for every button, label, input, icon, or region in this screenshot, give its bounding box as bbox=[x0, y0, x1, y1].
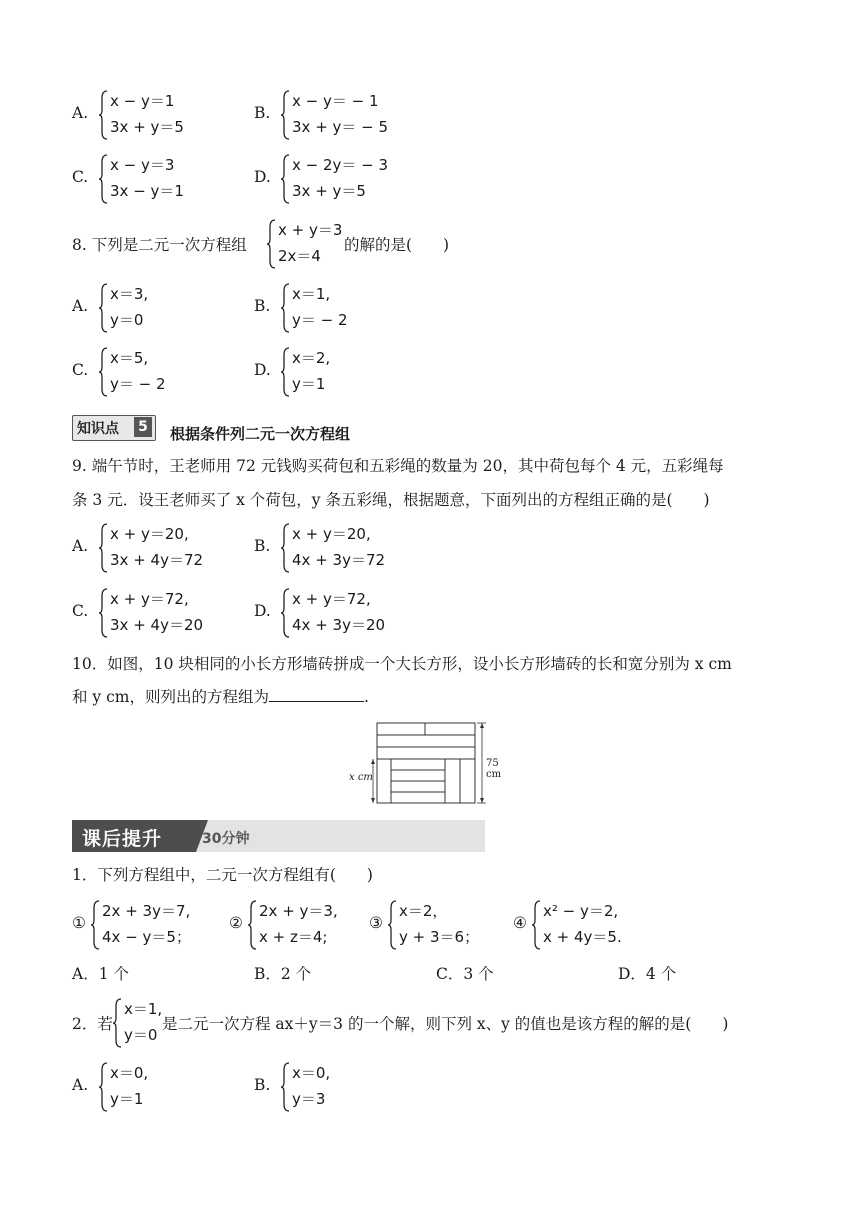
option-label: A. bbox=[72, 1076, 89, 1094]
brace-icon bbox=[280, 588, 290, 638]
equation-2: 3x + y＝ − 5 bbox=[292, 118, 389, 136]
equation-1: x＝5, bbox=[110, 349, 149, 367]
equation-1: x＝1, bbox=[292, 285, 331, 303]
q10-line-2-text: 和 y cm，则列出的方程组为 bbox=[72, 688, 269, 706]
section-title: 课后提升 bbox=[82, 828, 163, 850]
option-label: C. bbox=[72, 602, 89, 620]
option-label: A. bbox=[72, 104, 89, 122]
option-label: D. bbox=[254, 361, 271, 379]
brick-figure bbox=[345, 718, 515, 806]
option-label: A. bbox=[72, 297, 89, 315]
brace-icon bbox=[280, 154, 290, 204]
h2-prefix: 2．若 bbox=[72, 1015, 113, 1033]
option-label: B. bbox=[254, 1076, 271, 1094]
figure-label-75: 75 cm bbox=[486, 758, 502, 780]
option-label: C. bbox=[72, 361, 89, 379]
brace-icon bbox=[280, 283, 290, 333]
equation-2: 4x + 3y＝20 bbox=[292, 616, 386, 634]
equation-1: x − y＝3 bbox=[110, 156, 175, 174]
brace-icon bbox=[98, 283, 108, 333]
q10-line-2-end: . bbox=[364, 688, 369, 706]
section-header bbox=[72, 820, 485, 852]
equation-2: 3x + y＝5 bbox=[292, 182, 366, 200]
brace-icon bbox=[98, 588, 108, 638]
answer-blank bbox=[269, 687, 364, 702]
equation-2: 3x + 4y＝20 bbox=[110, 616, 204, 634]
system-mark: ① bbox=[72, 914, 86, 932]
h1-choice-c: C．3 个 bbox=[436, 965, 494, 983]
option-label: D. bbox=[254, 602, 271, 620]
equation-2: y＝0 bbox=[110, 311, 144, 329]
brace-icon bbox=[112, 998, 122, 1048]
q9-line-1: 9. 端午节时，王老师用 72 元钱购买荷包和五彩绳的数量为 20，其中荷包每个 4 元，五彩绳每 bbox=[72, 457, 724, 475]
equation-2: 3x − y＝1 bbox=[110, 182, 184, 200]
brace-icon bbox=[98, 90, 108, 140]
brace-icon bbox=[90, 900, 100, 950]
brace-icon bbox=[98, 523, 108, 573]
q8-stem bbox=[72, 216, 572, 272]
brace-icon bbox=[98, 154, 108, 204]
knowledge-point-tag: 知识点 bbox=[77, 421, 119, 437]
h1-choice-b: B．2 个 bbox=[254, 965, 312, 983]
knowledge-point-title: 根据条件列二元一次方程组 bbox=[170, 425, 351, 443]
h2-suffix: 是二元一次方程 ax＋y＝3 的一个解，则下列 x、y 的值也是该方程的解的是( ) bbox=[162, 1015, 729, 1033]
equation-2: 3x + y＝5 bbox=[110, 118, 184, 136]
equation-1: x + y＝72, bbox=[292, 590, 371, 608]
equation-1: x² − y＝2, bbox=[543, 902, 619, 920]
q8-suffix: 的解的是( ) bbox=[344, 236, 450, 254]
option-label: B. bbox=[254, 297, 271, 315]
knowledge-point-badge bbox=[72, 415, 156, 441]
brace-icon bbox=[247, 900, 257, 950]
equation-2: y＝3 bbox=[292, 1090, 326, 1108]
equation-1: x + y＝72, bbox=[110, 590, 189, 608]
section-time: 30分钟 bbox=[202, 831, 250, 847]
h1-system-2 bbox=[229, 897, 379, 953]
brace-icon bbox=[266, 219, 276, 269]
equation-2: 2x＝4 bbox=[278, 247, 321, 265]
equation-2: x + 4y＝5. bbox=[543, 928, 622, 946]
equation-1: x − 2y＝ − 3 bbox=[292, 156, 389, 174]
brace-icon bbox=[98, 1062, 108, 1112]
option-label: A. bbox=[72, 537, 89, 555]
equation-1: x＝0, bbox=[292, 1064, 331, 1082]
equation-1: x＝2, bbox=[292, 349, 331, 367]
equation-2: y＝ − 2 bbox=[292, 311, 348, 329]
equation-1: x＝1, bbox=[124, 1000, 163, 1018]
knowledge-point-number: 5 bbox=[134, 417, 152, 437]
equation-2: 4x − y＝5； bbox=[102, 928, 191, 946]
option-label: D. bbox=[254, 168, 271, 186]
equation-2: y＝0 bbox=[124, 1026, 158, 1044]
q8-prefix: 8. 下列是二元一次方程组 bbox=[72, 236, 247, 254]
equation-1: x + y＝3 bbox=[278, 221, 343, 239]
equation-1: 2x + y＝3, bbox=[259, 902, 338, 920]
brace-icon bbox=[387, 900, 397, 950]
equation-2: 3x + 4y＝72 bbox=[110, 551, 204, 569]
equation-2: x + z＝4; bbox=[259, 928, 328, 946]
equation-1: x＝3, bbox=[110, 285, 149, 303]
equation-2: y＝ − 2 bbox=[110, 375, 166, 393]
brace-icon bbox=[280, 347, 290, 397]
h2-stem bbox=[72, 995, 792, 1051]
system-mark: ④ bbox=[513, 914, 527, 932]
q10-line-1: 10．如图，10 块相同的小长方形墙砖拼成一个大长方形，设小长方形墙砖的长和宽分别为 x cm bbox=[72, 655, 732, 673]
h1-system-3 bbox=[369, 897, 509, 953]
option-label: B. bbox=[254, 104, 271, 122]
h1-choice-a: A．1 个 bbox=[72, 965, 129, 983]
brace-icon bbox=[531, 900, 541, 950]
equation-2: 4x + 3y＝72 bbox=[292, 551, 386, 569]
brace-icon bbox=[280, 1062, 290, 1112]
system-mark: ③ bbox=[369, 914, 383, 932]
system-mark: ② bbox=[229, 914, 243, 932]
h1-system-4 bbox=[513, 897, 663, 953]
equation-2: y + 3＝6； bbox=[399, 928, 480, 946]
equation-2: y＝1 bbox=[110, 1090, 144, 1108]
brace-icon bbox=[280, 90, 290, 140]
brace-icon bbox=[280, 523, 290, 573]
equation-1: x＝2， bbox=[399, 902, 448, 920]
h1-system-1 bbox=[72, 897, 242, 953]
equation-1: 2x + 3y＝7, bbox=[102, 902, 191, 920]
equation-1: x − y＝ − 1 bbox=[292, 92, 379, 110]
equation-1: x + y＝20, bbox=[292, 525, 371, 543]
q10-line-2 bbox=[72, 686, 369, 708]
h1-stem: 1．下列方程组中，二元一次方程组有( ) bbox=[72, 866, 373, 884]
equation-2: y＝1 bbox=[292, 375, 326, 393]
q9-line-2: 条 3 元．设王老师买了 x 个荷包，y 条五彩绳，根据题意，下面列出的方程组正确的是( ) bbox=[72, 491, 710, 509]
option-label: C. bbox=[72, 168, 89, 186]
option-label: B. bbox=[254, 537, 271, 555]
equation-1: x + y＝20, bbox=[110, 525, 189, 543]
equation-1: x − y＝1 bbox=[110, 92, 175, 110]
figure-label-x: x cm bbox=[349, 772, 373, 783]
brace-icon bbox=[98, 347, 108, 397]
h1-choice-d: D．4 个 bbox=[618, 965, 677, 983]
equation-1: x＝0, bbox=[110, 1064, 149, 1082]
